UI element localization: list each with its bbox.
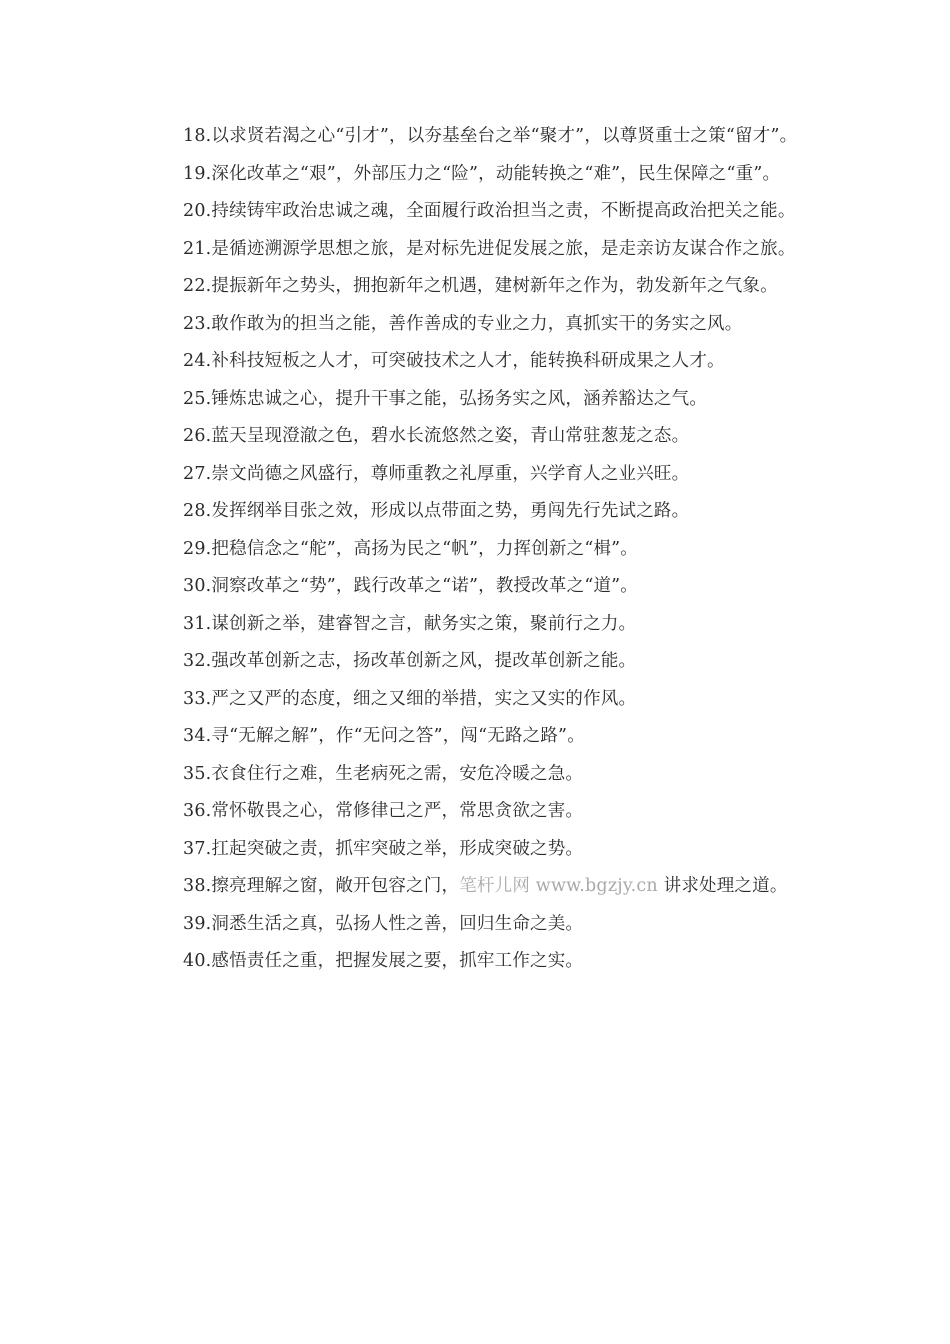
list-item: 23.敢作敢为的担当之能，善作善成的专业之力，真抓实干的务实之风。	[183, 313, 743, 334]
list-item: 39.洞悉生活之真，弘扬人性之善，回归生命之美。	[183, 913, 584, 934]
list-item: 34.寻“无解之解”，作“无问之答”，闯“无路之路”。	[183, 726, 585, 746]
list-item: 32.强改革创新之志，扬改革创新之风，提改革创新之能。	[183, 651, 637, 671]
list-item: 36.常怀敬畏之心，常修律己之严，常思贪欲之害。	[183, 801, 584, 821]
list-item: 24.补科技短板之人才，可突破技术之人才，能转换科研成果之人才。	[183, 351, 725, 371]
list-item: 27.崇文尚德之风盛行，尊师重教之礼厚重，兴学育人之业兴旺。	[183, 463, 690, 484]
list-item: 33.严之又严的态度，细之又细的举措，实之又实的作风。	[183, 688, 637, 709]
list-item: 25.锤炼忠诚之心，提升干事之能，弘扬务实之风，涵养豁达之气。	[183, 388, 708, 409]
item-38-text-after: 讲求处理之道。	[657, 876, 788, 896]
list-item: 20.持续铸牢政治忠诚之魂，全面履行政治担当之责，不断提高政治把关之能。	[183, 201, 796, 221]
list-item-38	[143, 874, 813, 899]
list-item: 21.是循迹溯源学思想之旅，是对标先进促发展之旅，是走亲访友谋合作之旅。	[183, 238, 796, 259]
list-item: 22.提振新年之势头，拥抱新年之机遇，建树新年之作为，勃发新年之气象。	[183, 276, 778, 296]
list-item: 40.感悟责任之重，把握发展之要，抓牢工作之实。	[183, 951, 584, 971]
list-item: 19.深化改革之“艰”，外部压力之“险”，动能转换之“难”，民生保障之“重”。	[183, 163, 781, 184]
item-38-text-before: 38.擦亮理解之窗，敞开包容之门，	[183, 876, 460, 896]
list-item: 18.以求贤若渴之心“引才”，以夯基垒台之举“聚才”，以尊贤重士之策“留才”。	[183, 126, 798, 146]
list-item: 37.扛起突破之责，抓牢突破之举，形成突破之势。	[183, 838, 584, 859]
list-item: 35.衣食住行之难，生老病死之需，安危冷暖之急。	[183, 763, 584, 784]
list-item: 29.把稳信念之“舵”，高扬为民之“帆”，力挥创新之“楫”。	[183, 538, 639, 559]
list-item: 31.谋创新之举，建睿智之言，献务实之策，聚前行之力。	[183, 613, 637, 634]
document-body	[143, 124, 813, 987]
list-item: 28.发挥纲举目张之效，形成以点带面之势，勇闯先行先试之路。	[183, 501, 690, 521]
watermark-text: 笔杆儿网 www.bgzjy.cn	[459, 876, 658, 896]
list-item: 30.洞察改革之“势”，践行改革之“诺”，教授改革之“道”。	[183, 576, 639, 596]
list-item: 26.蓝天呈现澄澈之色，碧水长流悠然之姿，青山常驻葱茏之态。	[183, 426, 690, 446]
